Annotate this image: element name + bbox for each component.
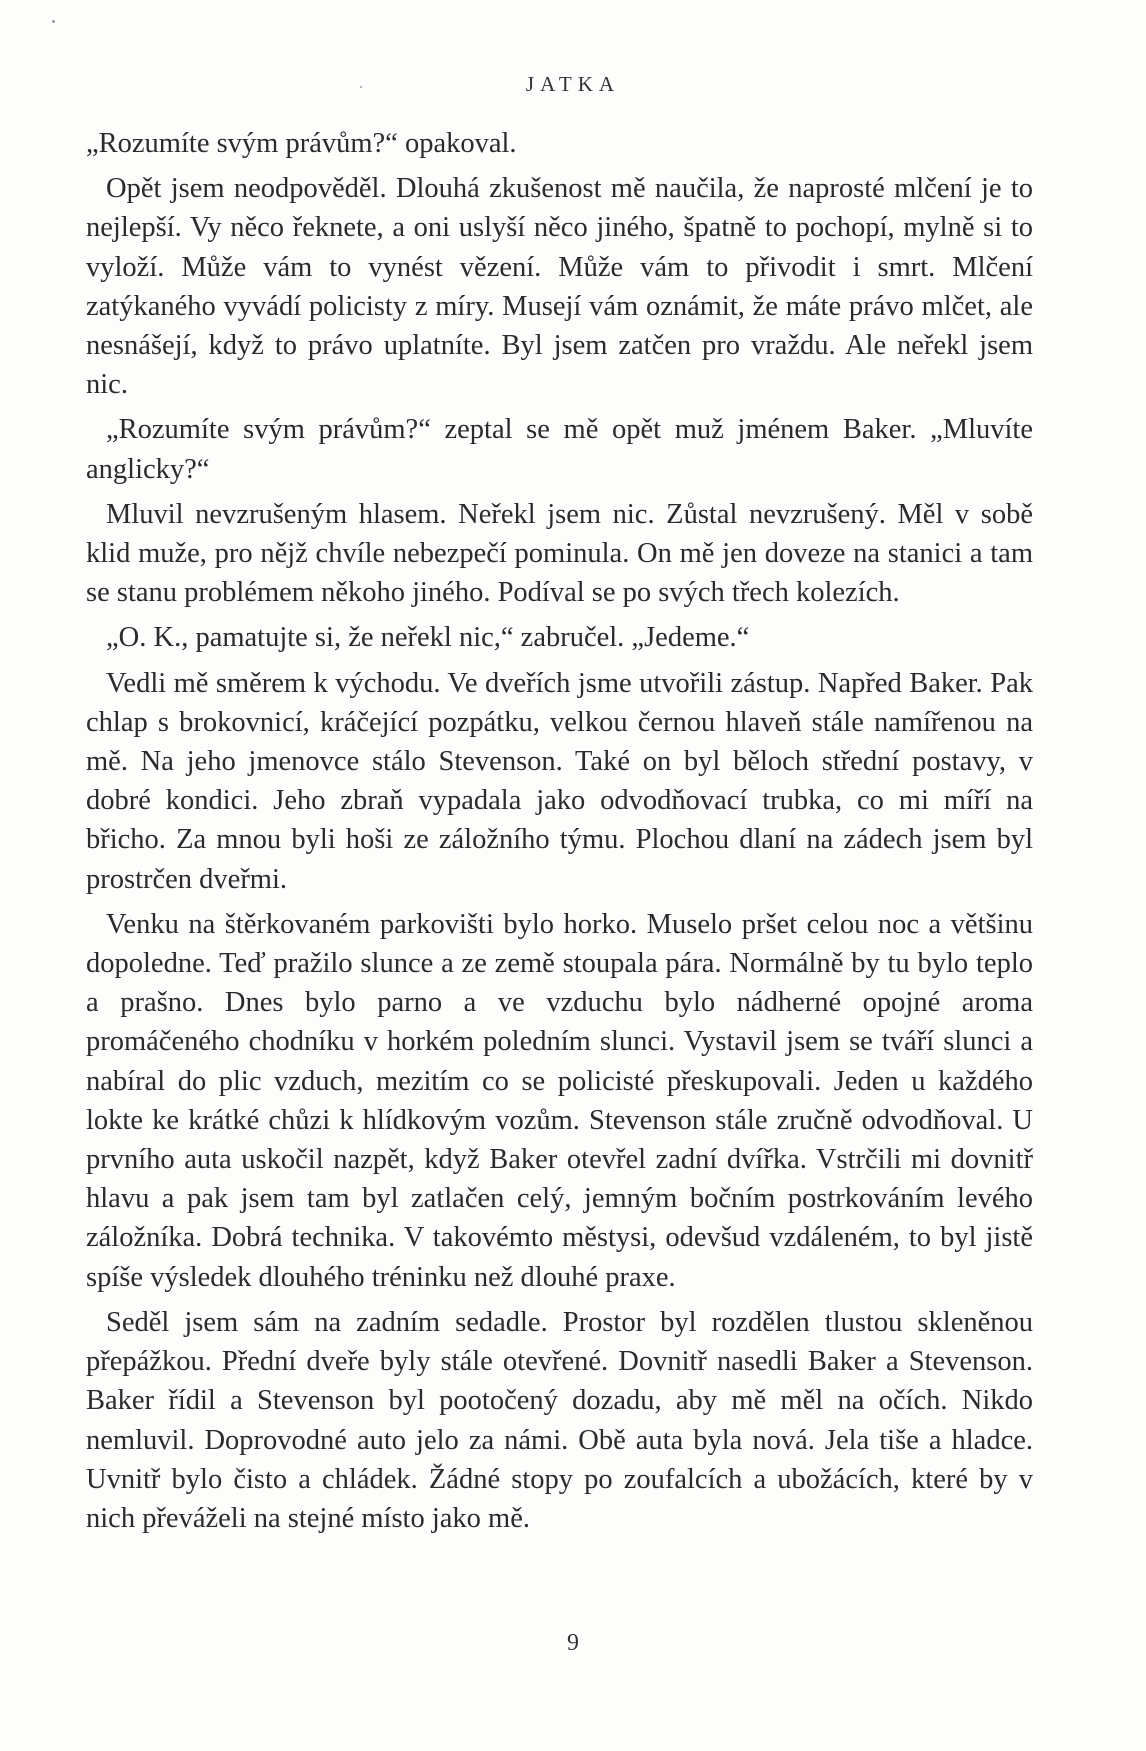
paragraph: Mluvil nevzrušeným hlasem. Neřekl jsem nic. Zůstal nevzrušený. Měl v sobě klid muže, pro nějž chvíle nebezpečí pominula. On mě jen doveze na stanici a tam se stanu problémem někoho jiného. Podíval se po svých třech kolezích. [86,498,1033,609]
paragraph: Seděl jsem sám na zadním sedadle. Prostor byl rozdělen tlustou skleněnou přepážkou. Přední dveře byly stále otevřené. Dovnitř nasedli Baker a Stevenson. Baker řídil a Stevenson byl pootočený dozadu, aby mě měl na očích. Nikdo nemluvil. Doprovodné auto jelo za námi. Obě auta byla nová. Jela tiše a hladce. Uvnitř bylo čisto a chládek. Žádné stopy po zoufalcích a ubožácích, které by v nich převáželi na stejné místo jako mě. [86,1306,1033,1534]
paragraph: Venku na štěrkovaném parkovišti bylo horko. Muselo pršet celou noc a většinu dopoledne. Teď pražilo slunce a ze země stoupala pára. Normálně by tu bylo teplo a prašno. Dnes bylo parno a ve vzduchu bylo nádherné opojné aroma promáčeného chodníku v horkém poledním slunci. Vystavil jsem se tváří slunci a nabíral do plic vzduch, mezitím co se policisté přeskupovali. Jeden u každého lokte ke krátké chůzi k hlídkovým vozům. Stevenson stále zručně odvodňoval. U prvního auta uskočil nazpět, když Baker otevřel zadní dvířka. Vstrčili mi dovnitř hlavu a pak jsem tam byl zatlačen celý, jemným bočním postrkováním levého záložníka. Dobrá technika. V takovémto městysi, odevšud vzdáleném, to byl jistě spíše výsledek dlouhého tréninku než dlouhé praxe. [86,908,1033,1293]
running-head: JATKA [525,72,621,96]
paragraph: Opět jsem neodpověděl. Dlouhá zkušenost mě naučila, že naprosté mlčení je to nejlepší. Vy něco řeknete, a oni uslyší něco jiného, špatně to pochopí, mylně si to vyloží. Může vám to vynést vězení. Může vám to přivodit i smrt. Mlčení zatýkaného vyvádí policisty z míry. Musejí vám oznámit, že máte právo mlčet, ale nesnášejí, když to právo uplatníte. Byl jsem zatčen pro vraždu. Ale neřekl jsem nic. [86,173,1033,401]
page-number: 9 [567,1630,579,1656]
scan-speck [360,86,362,88]
paragraph: „Rozumíte svým právům?“ opakoval. [86,128,517,159]
paragraph: „Rozumíte svým právům?“ zeptal se mě opět muž jménem Baker. „Mluvíte anglicky?“ [86,414,1033,485]
paragraph: Vedli mě směrem k východu. Ve dveřích jsme utvořili zástup. Napřed Baker. Pak chlap s brokovnicí, kráčející pozpátku, velkou černou hlaveň stále namířenou na mě. Na jeho jmenovce stálo Stevenson. Také on byl běloch střední postavy, v dobré kondici. Jeho zbraň vypadala jako odvodňovací trubka, co mi míří na břicho. Za mnou byli hoši ze záložního týmu. Plochou dlaní na zádech jsem byl prostrčen dveřmi. [86,667,1033,895]
body-text [86,124,1033,1544]
paragraph: „O. K., pamatujte si, že neřekl nic,“ zabručel. „Jedeme.“ [106,622,750,654]
scan-speck [52,20,55,23]
